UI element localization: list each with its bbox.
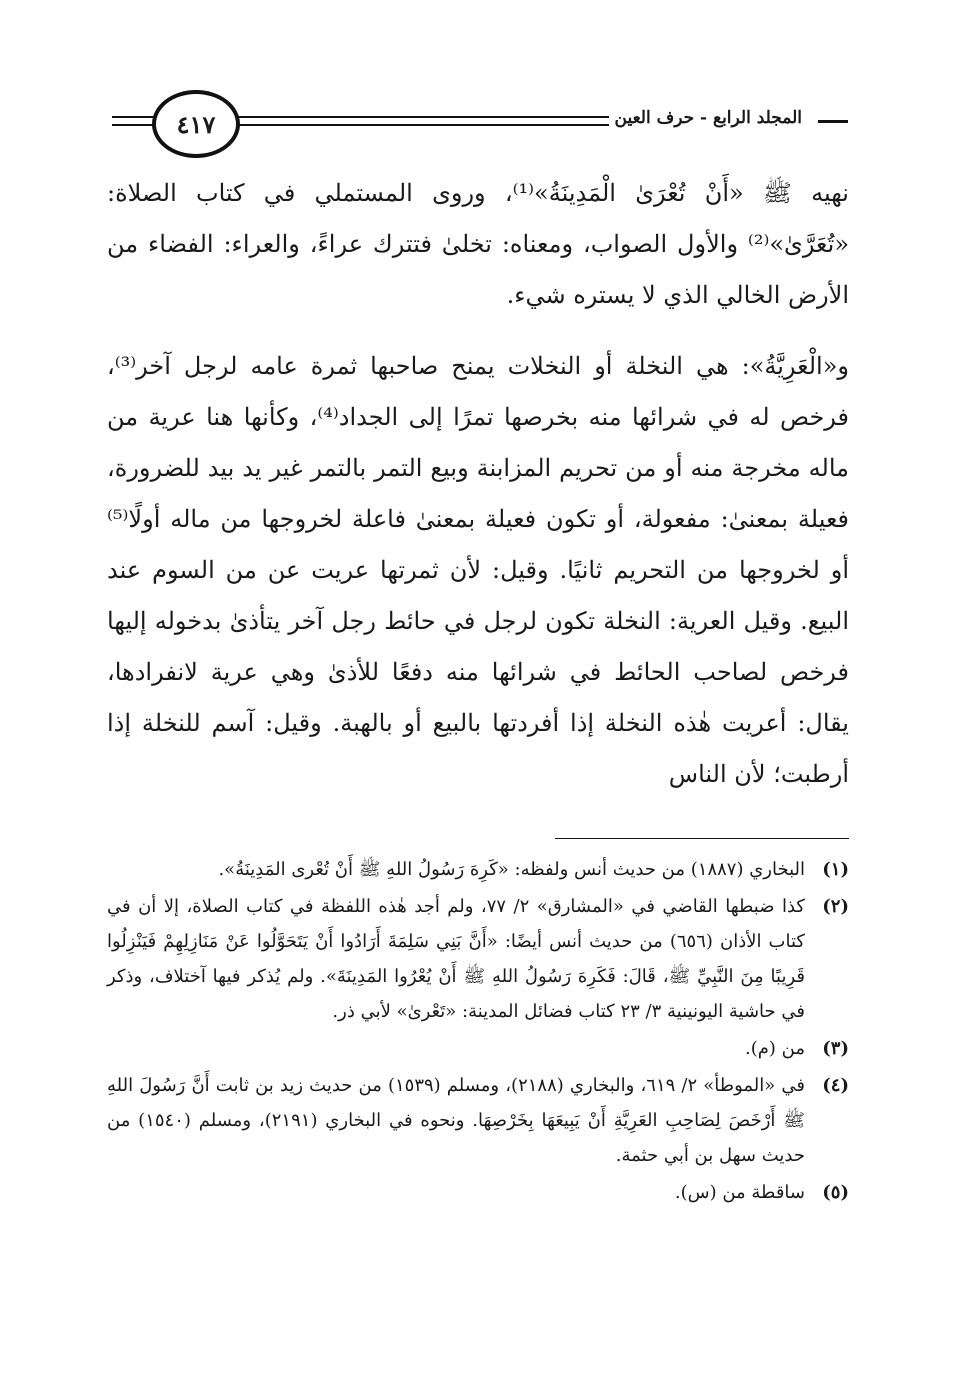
footnote-number: (١) xyxy=(822,859,849,880)
footnote xyxy=(107,1068,849,1173)
footnote-text: كذا ضبطها القاضي في «المشارق» ٢/ ٧٧، ولم أجد هٰذه اللفظة في كتاب الصلاة، إلا أن في كتاب الأذان (٦٥٦) من حديث أنس أيضًا: «أَنَّ بَنِي سَلِمَةَ أَرَادُوا أَنْ يَتَحَوَّلُوا عَنْ مَنَازِلِهِمْ فَيَنْزِلُوا قَرِيبًا مِنَ النَّبِيِّ ﷺ، قَالَ: فَكَرِهَ رَسُولُ اللهِ ﷺ أَنْ يُعْرُوا المَدِينَةَ». ولم يُذكر فيها آختلاف، وذكر في حاشية اليونينية ٣/ ٢٣ كتاب فضائل المدينة: «تَعْرىٰ» لأبي ذر. xyxy=(107,896,805,1022)
paragraph: و«الْعَرِيَّةُ»: هي النخلة أو النخلات يمنح صاحبها ثمرة عامه لرجل آخر⁽³⁾، فرخص له في شرائها منه بخرصها تمرًا إلى الجداد⁽⁴⁾، وكأنها هنا عرية من ماله مخرجة منه أو من تحريم المزابنة وبيع التمر بالتمر غير يد بيد للضرورة، فعيلة بمعنىٰ: مفعولة، أو تكون فعيلة بمعنىٰ فاعلة لخروجها من ماله أولًا⁽⁵⁾ أو لخروجها من التحريم ثانيًا. وقيل: لأن ثمرتها عريت عن من السوم عند البيع. وقيل العرية: النخلة تكون لرجل في حائط رجل آخر يتأذىٰ بدخوله إليها فرخص لصاحب الحائط في شرائها منه دفعًا للأذىٰ وهي عرية لانفرادها، يقال: أعريت هٰذه النخلة إذا أفردتها بالبيع أو بالهبة. وقيل: آسم للنخلة إذا أرطبت؛ لأن الناس xyxy=(107,352,850,788)
footnote-separator xyxy=(555,838,849,839)
footnote-number: (٣) xyxy=(822,1038,849,1059)
footnote xyxy=(107,852,849,887)
footnote xyxy=(107,889,849,1029)
main-text xyxy=(107,168,849,800)
page-number-text: ٤١٧ xyxy=(176,109,216,139)
footnote-text: في «الموطأ» ٢/ ٦١٩، والبخاري (٢١٨٨)، ومسلم (١٥٣٩) من حديث زيد بن ثابت أَنَّ رَسُولَ اللهِ ﷺ أَرْخَصَ لِصَاحِبِ العَرِيَّةِ أَنْ يَبِيعَهَا بِخَرْصِهَا. ونحوه في البخاري (٢١٩١)، ومسلم (١٥٤٠) من حديث سهل بن أبي حثمة. xyxy=(107,1075,805,1166)
footnote-number: (٥) xyxy=(822,1182,849,1203)
footnote-number: (٤) xyxy=(822,1075,849,1096)
paragraph: نهيه ﷺ «أَنْ تُعْرَىٰ الْمَدِينَةُ»⁽¹⁾، وروى المستملي في كتاب الصلاة: «تُعَرَّىٰ»⁽²⁾ والأول الصواب، ومعناه: تخلىٰ فتترك عراءً، والعراء: الفضاء من الأرض الخالي الذي لا يستره شيء. xyxy=(107,179,849,309)
page-header xyxy=(112,86,848,156)
footnote-number: (٢) xyxy=(822,896,849,917)
footnotes xyxy=(107,852,849,1212)
header-rule xyxy=(818,120,848,123)
page-number xyxy=(152,90,240,158)
footnote xyxy=(107,1031,849,1066)
footnote-text: البخاري (١٨٨٧) من حديث أنس ولفظه: «كَرِهَ رَسُولُ اللهِ ﷺ أَنْ تُعْرى المَدِينَةُ». xyxy=(218,859,805,880)
footnote-text: من (م). xyxy=(745,1038,805,1059)
footnote xyxy=(107,1175,849,1210)
footnote-text: ساقطة من (س). xyxy=(674,1182,805,1203)
running-title: المجلد الرابع - حرف العين xyxy=(609,108,808,128)
